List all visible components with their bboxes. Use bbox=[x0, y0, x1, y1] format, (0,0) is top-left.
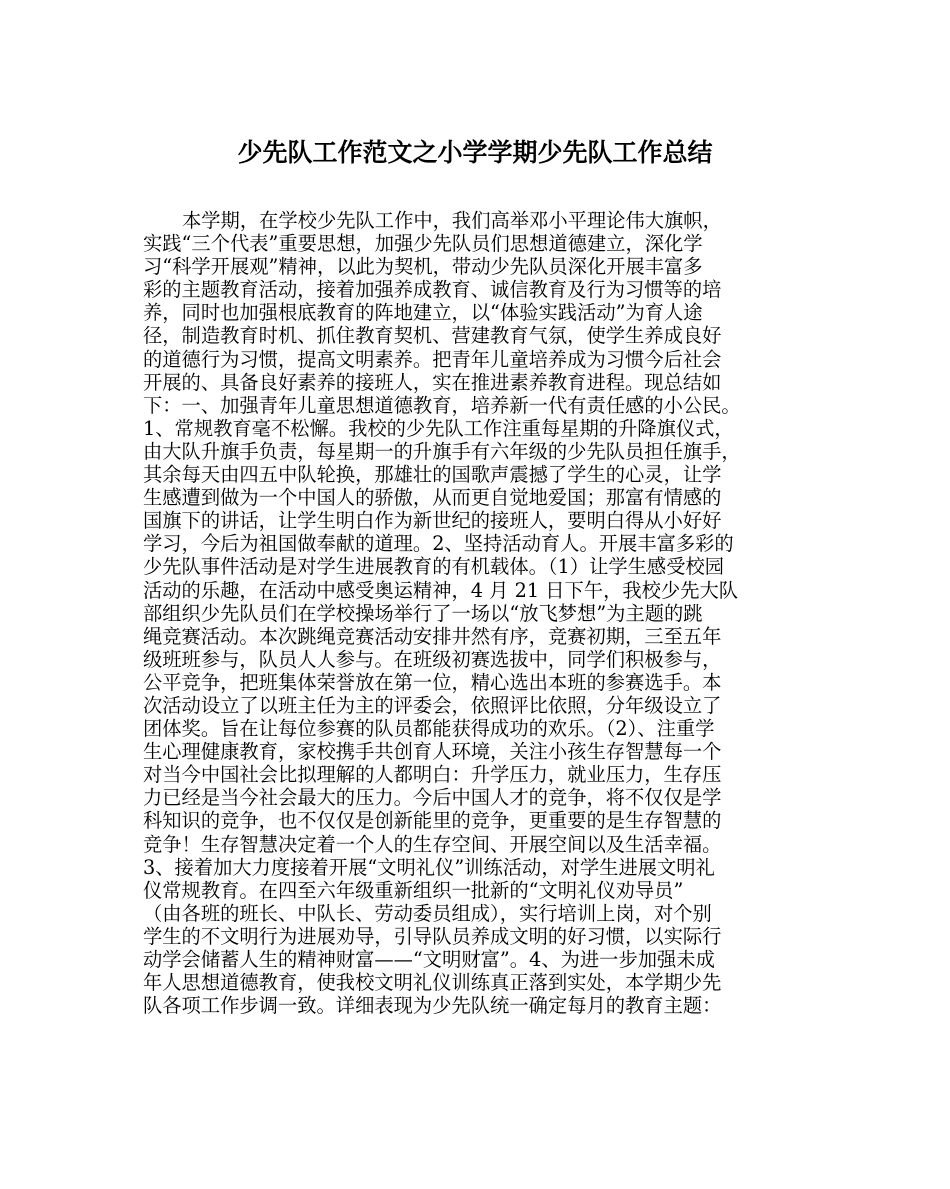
document-title: 少先队工作范文之小学学期少先队工作总结 bbox=[237, 138, 713, 167]
paragraph-line: 其余每天由四五中队轮换，那雄壮的国歌声震撼了学生的心灵，让学 bbox=[143, 463, 722, 487]
paragraph-line: 队各项工作步调一致。详细表现为少先队统一确定每月的教育主题： bbox=[143, 994, 722, 1018]
paragraph-line: 国旗下的讲话，让学生明白作为新世纪的接班人，要明白得从小好好 bbox=[143, 509, 722, 533]
paragraph-line: 习“科学开展观”精神，以此为契机，带动少先队员深化开展丰富多 bbox=[143, 255, 703, 279]
paragraph-line: 部组织少先队员们在学校操场举行了一场以“放飞梦想”为主题的跳 bbox=[143, 601, 703, 625]
paragraph-line: 开展的、具备良好素养的接班人，实在推进素养教育进程。现总结如 bbox=[143, 370, 722, 394]
paragraph-line: 学生的不文明行为进展劝导，引导队员养成文明的好习惯，以实际行 bbox=[143, 924, 722, 948]
paragraph-line: 次活动设立了以班主任为主的评委会，依照评比依照，分年级设立了 bbox=[143, 693, 722, 717]
paragraph-line: 公平竞争，把班集体荣誉放在第一位，精心选出本班的参赛选手。本 bbox=[143, 670, 722, 694]
paragraph-line: 科知识的竞争，也不仅仅是创新能里的竞争，更重要的是生存智慧的 bbox=[143, 809, 722, 833]
paragraph-line: 径，制造教育时机、抓住教育契机、营建教育气氛，使学生养成良好 bbox=[143, 324, 722, 348]
paragraph-line: 绳竞赛活动。本次跳绳竞赛活动安排井然有序，竞赛初期，三至五年 bbox=[143, 624, 722, 648]
paragraph-line: 的道德行为习惯，提高文明素养。把青年儿童培养成为习惯今后社会 bbox=[143, 347, 722, 371]
paragraph-line: 下：一、加强青年儿童思想道德教育，培养新一代有责任感的小公民。 bbox=[143, 393, 741, 417]
paragraph-line: 生心理健康教育，家校携手共创育人环境，关注小孩生存智慧每一个 bbox=[143, 740, 722, 764]
paragraph-line: 仪常规教育。在四至六年级重新组织一批新的“文明礼仪劝导员” bbox=[143, 878, 684, 902]
paragraph-line: 年人思想道德教育，使我校文明礼仪训练真正落到实处，本学期少先 bbox=[143, 971, 722, 995]
paragraph-line: （由各班的班长、中队长、劳动委员组成），实行培训上岗，对个别 bbox=[143, 901, 712, 925]
paragraph-line: 动学会储蓄人生的精神财富——“文明财富”。4、为进一步加强未成 bbox=[143, 948, 715, 971]
paragraph-line: 竞争！生存智慧决定着一个人的生存空间、开展空间以及生活幸福。 bbox=[143, 832, 722, 856]
paragraph-line: 学习，今后为祖国做奉献的道理。2、坚持活动育人。开展丰富多彩的 bbox=[143, 532, 734, 556]
paragraph-line: 少先队事件活动是对学生进展教育的有机载体。（1）让学生感受校园 bbox=[143, 555, 725, 579]
paragraph-first-line: 本学期，在学校少先队工作中，我们高举邓小平理论伟大旗帜， bbox=[182, 209, 722, 232]
paragraph-line: 3、接着加大力度接着开展“文明礼仪”训练活动，对学生进展文明礼 bbox=[143, 855, 715, 879]
paragraph-line: 级班班参与，队员人人参与。在班级初赛选拔中，同学们积极参与， bbox=[143, 647, 722, 671]
paragraph-line: 实践“三个代表”重要思想，加强少先队员们思想道德建立，深化学 bbox=[143, 232, 703, 256]
paragraph-line: 力已经是当今社会最大的压力。今后中国人才的竞争，将不仅仅是学 bbox=[143, 786, 722, 810]
paragraph-line: 对当今中国社会比拟理解的人都明白：升学压力，就业压力，生存压 bbox=[143, 763, 722, 787]
paragraph-line: 养，同时也加强根底教育的阵地建立，以“体验实践活动”为育人途 bbox=[143, 301, 703, 325]
paragraph-line: 由大队升旗手负责，每星期一的升旗手有六年级的少先队员担任旗手， bbox=[143, 439, 741, 463]
paragraph-line: 1、常规教育毫不松懈。我校的少先队工作注重每星期的升降旗仪式， bbox=[143, 416, 734, 440]
document-body bbox=[143, 209, 823, 1017]
paragraph-line: 活动的乐趣，在活动中感受奥运精神，4 月 21 日下午，我校少先大队 bbox=[143, 578, 739, 602]
paragraph-line: 团体奖。旨在让每位参赛的队员都能获得成功的欢乐。（2）、注重学 bbox=[143, 717, 715, 741]
paragraph-line: 彩的主题教育活动，接着加强养成教育、诚信教育及行为习惯等的培 bbox=[143, 278, 722, 302]
paragraph-line: 生感遭到做为一个中国人的骄傲，从而更自觉地爱国；那富有情感的 bbox=[143, 486, 722, 510]
